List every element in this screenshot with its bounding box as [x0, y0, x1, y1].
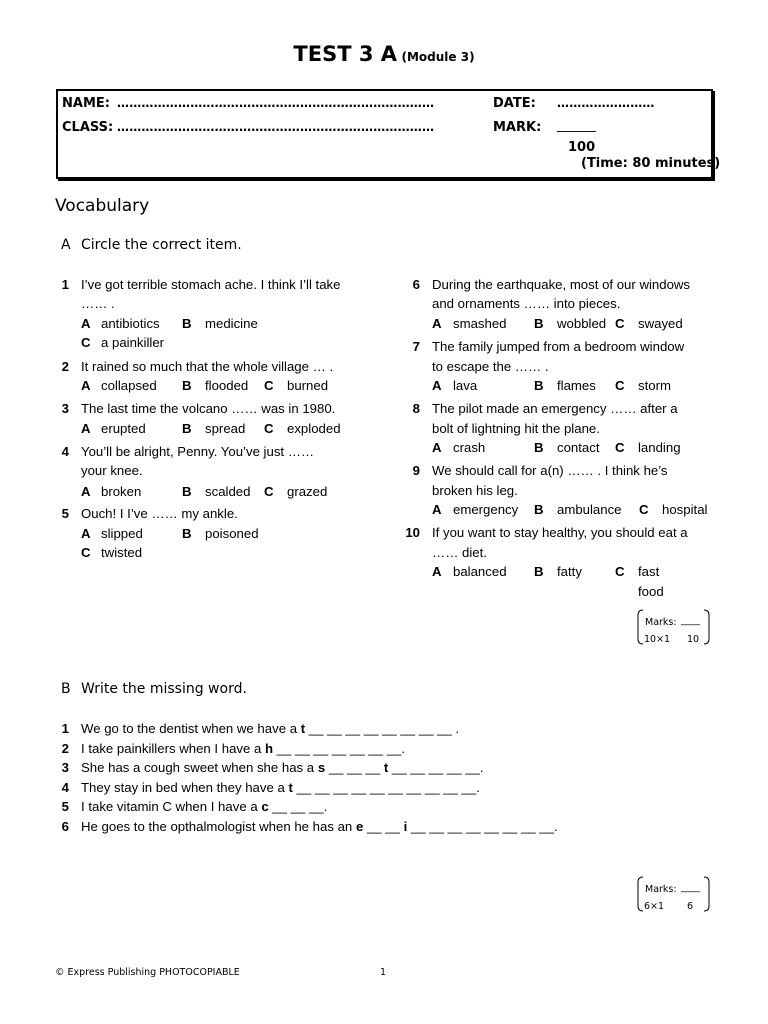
section-b-instruction: Write the missing word. [81, 681, 247, 697]
missing-word-item [51, 758, 671, 778]
option-b[interactable]: B [534, 316, 544, 331]
mark-total: 100 [568, 140, 596, 155]
option-c[interactable]: C [615, 378, 625, 393]
option-c[interactable]: C [264, 484, 274, 499]
question-text-line: You’ll be alright, Penny. You’ve just …… [81, 444, 315, 459]
marks-total: 10 [687, 634, 700, 645]
answer-blanks[interactable]: __ __ __ __ __ __ __ __ . [305, 721, 460, 736]
option-b[interactable]: B [534, 440, 544, 455]
option-b[interactable]: B [534, 502, 544, 517]
option-a[interactable]: A [81, 378, 91, 393]
page-number: 1 [380, 967, 387, 978]
item-sentence[interactable] [81, 778, 480, 798]
option-a[interactable]: A [432, 316, 442, 331]
option-c-text[interactable]: swayed [638, 316, 683, 331]
option-c[interactable]: C [264, 421, 274, 436]
question-text-line: …… . [81, 296, 115, 311]
mark-field[interactable]: ______ [557, 118, 596, 133]
hint-letter: h [265, 740, 274, 756]
option-b-text[interactable]: flames [557, 378, 596, 393]
option-c-text[interactable]: exploded [287, 421, 341, 436]
name-label: NAME: [62, 96, 110, 111]
sentence-text: I take vitamin C when I have a [81, 799, 262, 814]
section-a-letter: A [61, 237, 71, 253]
missing-word-item [51, 739, 671, 759]
answer-blanks[interactable]: __ __ __ __ __ __ __ __ __ __. [292, 779, 480, 795]
missing-word-item [51, 817, 671, 837]
option-a[interactable]: A [81, 421, 91, 436]
sentence-text: She has a cough sweet when she has a [81, 760, 318, 775]
question-number: 8 [412, 401, 420, 416]
option-a-text[interactable]: collapsed [101, 378, 157, 393]
option-a-text[interactable]: slipped [101, 526, 143, 541]
question-text-line: broken his leg. [432, 483, 518, 498]
option-c[interactable]: C [81, 545, 91, 560]
item-number: 5 [61, 799, 69, 814]
option-a-text[interactable]: lava [453, 378, 478, 393]
missing-word-item [51, 778, 671, 798]
option-c-text[interactable]: twisted [101, 545, 143, 560]
option-a-text[interactable]: emergency [453, 502, 519, 517]
item-number: 1 [61, 721, 69, 736]
question-number: 9 [412, 463, 420, 478]
option-a[interactable]: A [81, 316, 91, 331]
hint-letter: t [288, 779, 293, 795]
question-text-line: I’ve got terrible stomach ache. I think I’ll take [81, 277, 341, 292]
option-a[interactable]: A [432, 378, 442, 393]
date-field[interactable]: …………………… [557, 96, 655, 110]
hint-letter: i [403, 818, 408, 834]
option-c-text[interactable]: landing [638, 440, 681, 455]
marks-label: Marks: [645, 884, 677, 895]
option-a-text[interactable]: antibiotics [101, 316, 160, 331]
option-a[interactable]: A [432, 564, 442, 579]
option-b-text[interactable]: fatty [557, 564, 582, 579]
marks-label: Marks: [645, 617, 677, 628]
item-number: 4 [61, 779, 69, 795]
option-c-text[interactable]: fast food [638, 564, 664, 599]
missing-word-list [51, 719, 671, 836]
question-text-line: If you want to stay healthy, you should eat a [432, 525, 688, 540]
item-sentence[interactable] [81, 758, 484, 778]
option-b-text[interactable]: flooded [205, 378, 249, 393]
option-a-text[interactable]: crash [453, 440, 486, 455]
marks-calc: 10×1 [644, 634, 671, 645]
option-a[interactable]: A [81, 526, 91, 541]
option-b-text[interactable]: wobbled [557, 316, 607, 331]
hint-letter: t [300, 721, 306, 736]
sentence-text: We go to the dentist when we have a [81, 721, 301, 736]
option-c-text[interactable]: storm [638, 378, 671, 393]
test-title [0, 42, 768, 66]
missing-word-item [51, 719, 671, 739]
option-c[interactable]: C [264, 378, 274, 393]
option-a-text[interactable]: smashed [453, 316, 507, 331]
sentence-text: They stay in bed when they have a [81, 779, 289, 795]
option-c[interactable]: C [615, 316, 625, 331]
question-number: 7 [412, 339, 420, 354]
question-text-line: The last time the volcano …… was in 1980. [81, 401, 336, 416]
answer-blanks[interactable]: __ __ __ __ __ __ __ __. [407, 818, 558, 834]
missing-word-item [51, 797, 671, 817]
title-text: TEST 3 A [293, 42, 398, 66]
item-sentence[interactable] [81, 739, 405, 759]
marks-box-a [637, 609, 710, 645]
question-text-line: your knee. [81, 463, 143, 478]
option-c[interactable]: C [639, 502, 649, 517]
question-number: 2 [61, 359, 69, 374]
option-c-text[interactable]: a painkiller [101, 335, 165, 350]
class-field[interactable]: …………………………………………………………………… [117, 120, 435, 134]
item-sentence[interactable] [81, 817, 558, 837]
option-a-text[interactable]: erupted [101, 421, 146, 436]
question-number: 4 [61, 444, 69, 459]
section-a-instruction: Circle the correct item. [81, 237, 242, 253]
item-number: 2 [61, 740, 69, 756]
sentence-text: He goes to the opthalmologist when he has an [81, 818, 356, 834]
question-number: 1 [61, 277, 69, 292]
question-text-line: We should call for a(n) …… . I think he’s [432, 463, 668, 478]
question-text-line: Ouch! I I’ve …… my ankle. [81, 506, 238, 521]
answer-blanks[interactable]: __ __ [363, 818, 404, 834]
option-c-text[interactable]: hospital [662, 502, 708, 517]
option-a[interactable]: A [81, 484, 91, 499]
answer-blanks[interactable]: __ __ __. [268, 799, 328, 814]
option-c[interactable]: C [615, 564, 625, 579]
class-label: CLASS: [62, 120, 114, 135]
hint-letter: c [261, 799, 269, 814]
option-b-text[interactable]: spread [205, 421, 246, 436]
option-c[interactable]: C [81, 335, 91, 350]
option-a[interactable]: A [432, 502, 442, 517]
time-limit: (Time: 80 minutes) [581, 156, 721, 171]
sentence-text: I take painkillers when I have a [81, 740, 265, 756]
question-text-line: The family jumped from a bedroom window [432, 339, 685, 354]
option-b[interactable]: B [182, 484, 192, 499]
marks-box-b [637, 876, 710, 912]
answer-blanks[interactable]: __ __ __ __ __. [388, 760, 484, 775]
item-number: 3 [61, 760, 69, 775]
hint-letter: t [383, 760, 389, 775]
question-text-line: The pilot made an emergency …… after a [432, 401, 678, 416]
question-text-line: bolt of lightning hit the plane. [432, 421, 600, 436]
option-a-text[interactable]: broken [101, 484, 142, 499]
question-number: 6 [412, 277, 420, 292]
marks-total: 6 [687, 901, 694, 912]
option-c-text[interactable]: burned [287, 378, 329, 393]
question-text-line: It rained so much that the whole village … . [81, 359, 334, 374]
question-number: 3 [61, 401, 69, 416]
option-b-text[interactable]: medicine [205, 316, 258, 331]
question-text-line: During the earthquake, most of our windows [432, 277, 691, 292]
option-c[interactable]: C [615, 440, 625, 455]
hint-letter: s [317, 760, 326, 775]
marks-line[interactable]: ____ [681, 882, 700, 893]
option-b-text[interactable]: ambulance [557, 502, 622, 517]
name-field[interactable]: …………………………………………………………………… [117, 96, 435, 110]
option-c-text[interactable]: grazed [287, 484, 328, 499]
question-text-line: …… diet. [432, 545, 487, 560]
answer-blanks[interactable]: __ __ __ __ __ __ __. [273, 740, 406, 756]
mark-label: MARK: [493, 120, 542, 135]
hint-letter: e [355, 818, 364, 834]
question-number: 5 [61, 506, 69, 521]
question-text-line: to escape the …… . [432, 359, 549, 374]
option-b[interactable]: B [182, 526, 192, 541]
answer-blanks[interactable]: __ __ __ [325, 760, 384, 775]
option-b-text[interactable]: poisoned [205, 526, 259, 541]
option-b[interactable]: B [534, 564, 544, 579]
option-a[interactable]: A [432, 440, 442, 455]
option-b[interactable]: B [182, 421, 192, 436]
marks-line[interactable]: ____ [681, 615, 700, 626]
vocabulary-heading: Vocabulary [55, 196, 150, 216]
option-b-text[interactable]: scalded [205, 484, 251, 499]
option-b[interactable]: B [534, 378, 544, 393]
date-label: DATE: [493, 96, 536, 111]
item-number: 6 [61, 818, 69, 834]
section-b-letter: B [61, 681, 71, 697]
question-text-line: and ornaments …… into pieces. [432, 296, 621, 311]
item-sentence[interactable] [81, 797, 327, 817]
marks-calc: 6×1 [644, 901, 665, 912]
item-sentence[interactable] [81, 719, 459, 739]
module-text: (Module 3) [401, 50, 475, 64]
footer-copyright: © Express Publishing PHOTOCOPIABLE [55, 967, 240, 978]
option-b[interactable]: B [182, 316, 192, 331]
option-b-text[interactable]: contact [557, 440, 600, 455]
question-number: 10 [405, 525, 420, 540]
option-a-text[interactable]: balanced [453, 564, 507, 579]
option-b[interactable]: B [182, 378, 192, 393]
